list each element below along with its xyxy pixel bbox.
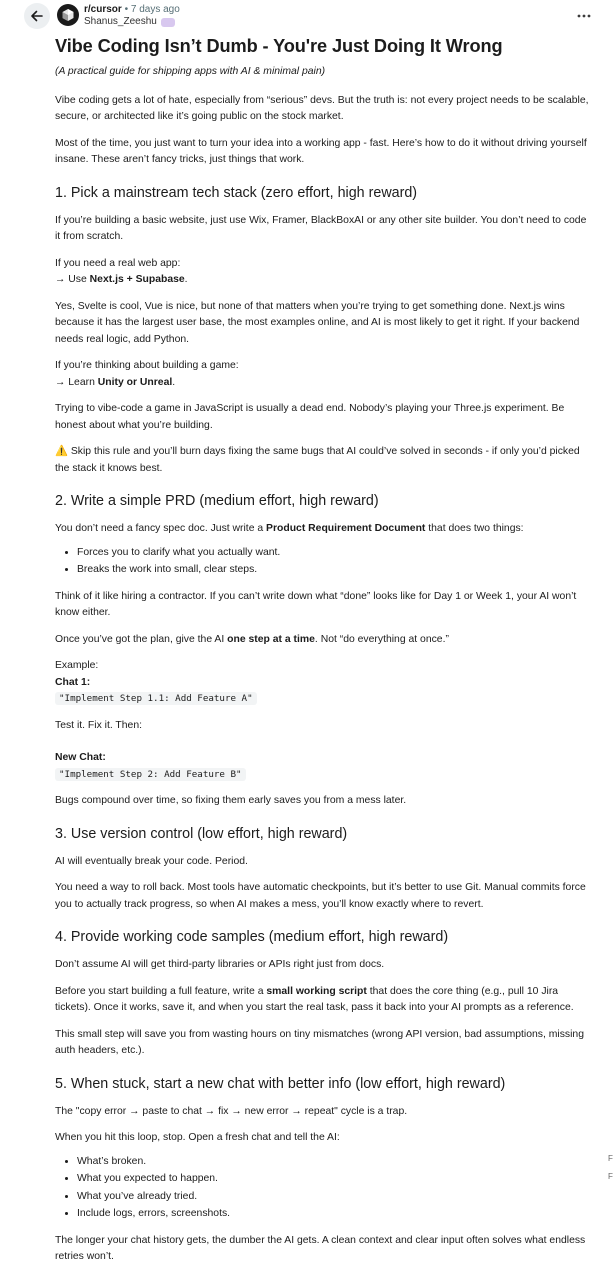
arrow-left-icon	[30, 9, 44, 23]
list-item: • What you’ve already tried.	[77, 1188, 591, 1206]
s2-paragraph-3: Once you’ve got the plan, give the AI one step at a time. Not “do everything at once.”	[55, 633, 449, 645]
post-meta	[84, 4, 180, 28]
list-item: • Include logs, errors, screenshots.	[77, 1205, 591, 1223]
chat-2-code-line	[55, 767, 591, 784]
section-3-heading: 3. Use version control (low effort, high reward)	[55, 825, 348, 842]
s5-paragraph-2: When you hit this loop, stop. Open a fresh chat and tell the AI:	[55, 1132, 340, 1143]
post-subtitle: (A practical guide for shipping apps with AI & minimal pain)	[55, 66, 326, 77]
back-button[interactable]	[24, 3, 50, 29]
more-options-button[interactable]	[574, 6, 594, 26]
small-working-script-text: small working script	[266, 985, 367, 997]
s5-paragraph-1: The "copy error → paste to chat → fix → new error → repeat" cycle is a trap.	[55, 1105, 408, 1117]
example-label: Example:	[55, 660, 99, 671]
chat-2-code: "Implement Step 2: Add Feature B"	[55, 768, 246, 781]
s2-paragraph-2: Think of it like hiring a contractor. If you can’t write down what “done” looks like for Day 1 or Week 1, your AI won’t know either.	[55, 590, 577, 618]
intro-paragraph-2: Most of the time, you just want to turn your idea into a working app - fast. Here’s how to do it without driving yourself insane. These aren’t fancy tricks, just things that work.	[55, 137, 587, 165]
warning-icon: ⚠️	[55, 446, 68, 457]
prd-text: Product Requirement Document	[266, 523, 426, 534]
s1-web-app-recommendation: → Use Next.js + Supabase.	[55, 274, 188, 285]
s4-paragraph-1: Don’t assume AI will get third-party libraries or APIs right just from docs.	[55, 959, 385, 970]
section-5-heading: 5. When stuck, start a new chat with better info (low effort, high reward)	[55, 1075, 506, 1092]
chat-1-label: Chat 1:	[55, 676, 91, 688]
s1-web-app-line: If you need a real web app:	[55, 257, 181, 269]
s1-warning-paragraph: ⚠️ Skip this rule and you’ll burn days fixing the same bugs that AI could’ve solved in seconds - if only you’d picked the stack it knows best.	[55, 446, 580, 474]
post-title: Vibe Coding Isn’t Dumb - You're Just Doing It Wrong	[55, 36, 503, 56]
section-1-heading: 1. Pick a mainstream tech stack (zero effort, high reward)	[55, 184, 418, 201]
unity-unreal-text: Unity or Unreal	[97, 376, 173, 388]
s1-paragraph-5: Trying to vibe-code a game in JavaScript is usually a dead end. Nobody’s playing your Three.js experiment. Be honest about what you’re building.	[55, 403, 565, 431]
author-name[interactable]: Shanus_Zeeshu	[84, 16, 157, 27]
s1-paragraph-1: If you’re building a basic website, just use Wix, Framer, BlackBoxAI or any other site builder. You don’t need to code it from scratch.	[55, 214, 587, 242]
s2-paragraph-4: Bugs compound over time, so fixing them early saves you from a mess later.	[55, 795, 407, 806]
s4-paragraph-3: This small step will save you from wasting hours on tiny mismatches (wrong API version, bad assumptions, missing auth headers, etc.).	[55, 1028, 584, 1056]
chat-1-code: "Implement Step 1.1: Add Feature A"	[55, 692, 257, 705]
subreddit-avatar[interactable]	[57, 4, 79, 26]
cursor-logo-icon	[61, 8, 75, 22]
post-content	[55, 32, 591, 1266]
post-age: 7 days ago	[130, 4, 180, 15]
list-item: • Forces you to clarify what you actually want.	[77, 544, 591, 562]
meta-dot: •	[124, 4, 129, 15]
s5-paragraph-3: The longer your chat history gets, the dumber the AI gets. A clean context and clear input often solves what endless retries won’t.	[55, 1234, 586, 1262]
s1-paragraph-3: Yes, Svelte is cool, Vue is nice, but none of that matters when you’re trying to get something done. Next.js wins because it has the largest user base, the most examples online, and AI is most likely to get it right. If your backend needs real logic, add Python.	[55, 300, 580, 345]
s1-game-recommendation: → Learn Unity or Unreal.	[55, 376, 176, 388]
chat-1-code-line	[55, 691, 591, 708]
s5-bullet-list	[55, 1153, 591, 1223]
intro-paragraph-1: Vibe coding gets a lot of hate, especially from “serious” devs. But the truth is: not every project needs to be scalable, secure, or architected like it’s going public on the stock market.	[55, 94, 589, 122]
edge-clip-text: F F	[608, 1154, 613, 1181]
s2-paragraph-1: You don’t need a fancy spec doc. Just write a Product Requirement Document that does two things:	[55, 523, 524, 534]
list-item: • What’s broken.	[77, 1153, 591, 1171]
one-step-text: one step at a time	[227, 633, 315, 645]
subreddit-name[interactable]: r/cursor	[84, 4, 122, 15]
s3-paragraph-2: You need a way to roll back. Most tools have automatic checkpoints, but it’s better to use Git. Manual commits force you to actually track progress, so when AI makes a mess, you’ll know exactly where to revert.	[55, 882, 586, 910]
more-horizontal-icon	[577, 14, 591, 18]
nextjs-supabase-text: Next.js + Supabase	[89, 274, 185, 285]
section-2-heading: 2. Write a simple PRD (medium effort, high reward)	[55, 493, 379, 509]
section-4-heading: 4. Provide working code samples (medium effort, high reward)	[55, 929, 449, 945]
s4-paragraph-2: Before you start building a full feature, write a small working script that does the core thing (e.g., pull 10 Jira tickets). Once it works, save it, and when you start the real task, pass it back into your AI prompts as a reference.	[55, 985, 574, 1013]
list-item: • What you expected to happen.	[77, 1170, 591, 1188]
list-item: • Breaks the work into small, clear steps.	[77, 561, 591, 579]
s2-bullet-list	[55, 544, 591, 579]
test-it-line: Test it. Fix it. Then:	[55, 719, 143, 731]
s1-game-line: If you’re thinking about building a game:	[55, 360, 239, 371]
new-chat-label: New Chat:	[55, 752, 106, 763]
s3-paragraph-1: AI will eventually break your code. Period.	[55, 855, 248, 867]
user-flair-icon	[161, 18, 175, 27]
